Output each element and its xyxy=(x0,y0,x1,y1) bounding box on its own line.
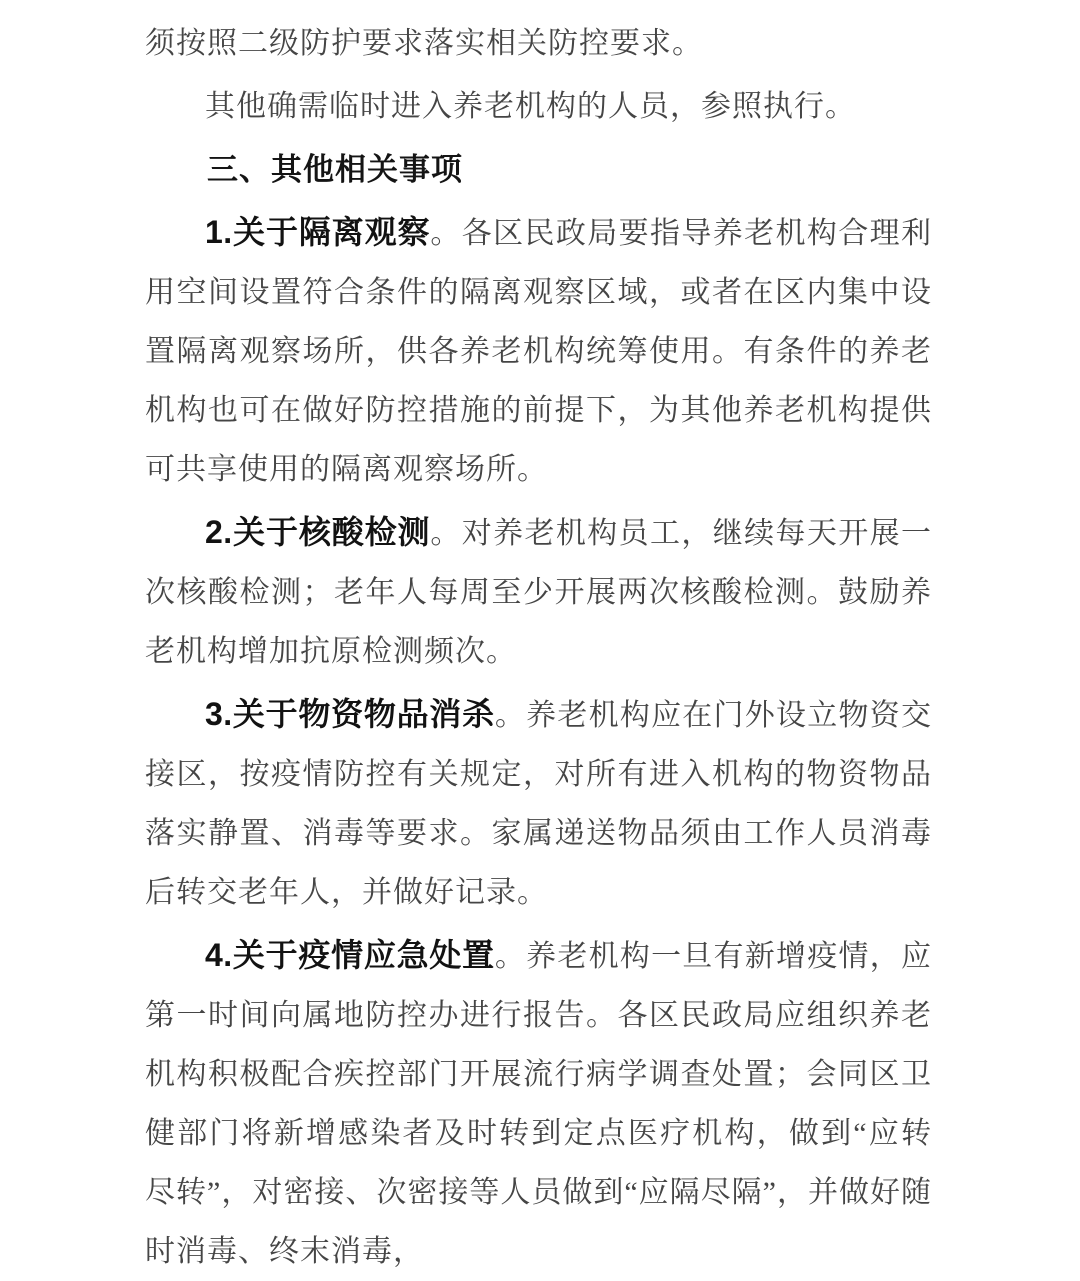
item-isolation-observation-body: 。各区民政局要指导养老机构合理利用空间设置符合条件的隔离观察区域，或者在区内集中设置隔离观察场所，供各养老机构统筹使用。有条件的养老机构也可在做好防控措施的前提下，为其他养老机构提供可共享使用的隔离观察场所。 xyxy=(145,217,932,486)
item-nucleic-acid-testing-lead: 2.关于核酸检测 xyxy=(205,514,431,550)
item-emergency-response-lead: 4.关于疫情应急处置 xyxy=(205,937,495,973)
item-emergency-response xyxy=(145,926,932,1281)
item-nucleic-acid-testing-body: 。对养老机构员工，继续每天开展一次核酸检测；老年人每周至少开展两次核酸检测。鼓励养老机构增加抗原检测频次。 xyxy=(145,517,932,668)
item-emergency-response-body: 。养老机构一旦有新增疫情，应第一时间向属地防控办进行报告。各区民政局应组织养老机构积极配合疾控部门开展流行病学调查处置；会同区卫健部门将新增感染者及时转到定点医疗机构，做到“应转尽转”，对密接、次密接等人员做到“应隔尽隔”，并做好随时消毒、终末消毒， xyxy=(145,940,932,1268)
continuation-line: 须按照二级防护要求落实相关防控要求。 xyxy=(145,27,703,60)
paragraph-other-persons: 其他确需临时进入养老机构的人员，参照执行。 xyxy=(205,90,856,123)
item-isolation-observation xyxy=(145,203,932,499)
section-heading: 三、其他相关事项 xyxy=(207,152,463,187)
item-supplies-disinfection xyxy=(145,685,932,922)
item-isolation-observation-lead: 1.关于隔离观察 xyxy=(205,214,431,250)
item-supplies-disinfection-lead: 3.关于物资物品消杀 xyxy=(205,696,495,732)
item-nucleic-acid-testing xyxy=(145,503,932,681)
item-supplies-disinfection-body: 。养老机构应在门外设立物资交接区，按疫情防控有关规定，对所有进入机构的物资物品落实静置、消毒等要求。家属递送物品须由工作人员消毒后转交老年人，并做好记录。 xyxy=(145,699,932,909)
